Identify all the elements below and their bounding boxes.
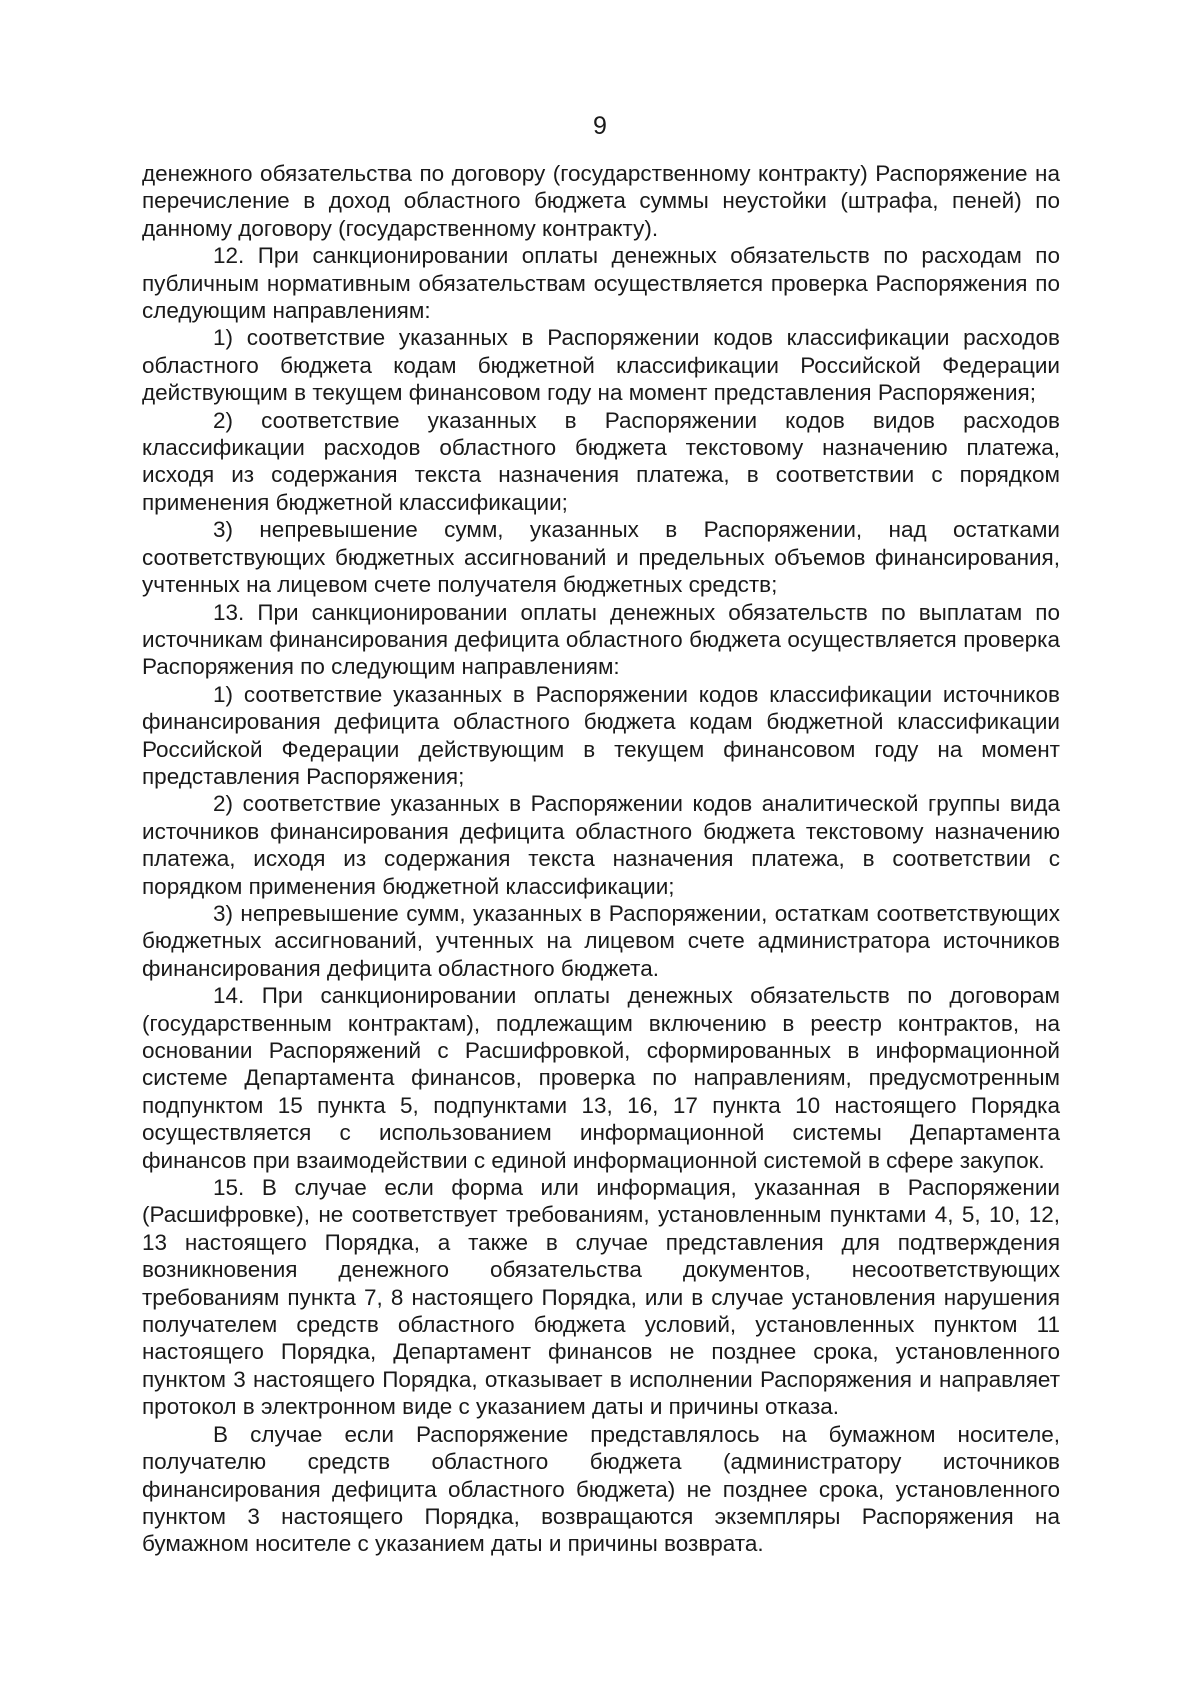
paragraph-15-continuation: В случае если Распоряжение представлялось на бумажном носителе, получателю средств областного бюджета (администратору источников финансирования дефицита областного бюджета) не позднее срока, установленного пунктом 3 настоящего Порядка, возвращаются экземпляры Распоряжения на бумажном носителе с указанием даты и причины возврата. bbox=[142, 1421, 1060, 1557]
paragraph-12-item-2: 2) соответствие указанных в Распоряжении кодов видов расходов классификации расходов областного бюджета текстовому назначению платежа, исходя из содержания текста назначения платежа, в соответствии с порядком применения бюджетной классификации; bbox=[142, 407, 1060, 515]
paragraph-12-item-3: 3) непревышение сумм, указанных в Распоряжении, над остатками соответствующих бюджетных ассигнований и предельных объемов финансирования, учтенных на лицевом счете получателя бюджетных средств; bbox=[142, 517, 1060, 598]
paragraph-15: 15. В случае если форма или информация, указанная в Распоряжении (Расшифровке), не соответствует требованиям, установленным пунктами 4, 5, 10, 12, 13 настоящего Порядка, а также в случае представления для подтверждения возникновения денежного обязательства документов, несоответствующих требованиям пункта 7, 8 настоящего Порядка, или в случае установления нарушения получателем средств областного бюджета условий, установленных пунктом 11 настоящего Порядка, Департамент финансов не позднее срока, установленного пунктом 3 настоящего Порядка, отказывает в исполнении Распоряжения и направляет протокол в электронном виде с указанием даты и причины отказа. bbox=[142, 1175, 1060, 1420]
document-body bbox=[142, 160, 1060, 1558]
paragraph-13-item-2: 2) соответствие указанных в Распоряжении кодов аналитической группы вида источников финансирования дефицита областного бюджета текстовому назначению платежа, исходя из содержания текста назначения платежа, в соответствии с порядком применения бюджетной классификации; bbox=[142, 791, 1060, 899]
paragraph-13-item-1: 1) соответствие указанных в Распоряжении кодов классификации источников финансирования дефицита областного бюджета кодам бюджетной классификации Российской Федерации действующим в текущем финансовом году на момент представления Распоряжения; bbox=[142, 681, 1060, 789]
paragraph-continuation: денежного обязательства по договору (государственному контракту) Распоряжение на перечисление в доход областного бюджета суммы неустойки (штрафа, пеней) по данному договору (государственному контракту). bbox=[142, 161, 1060, 241]
paragraph-12-item-1: 1) соответствие указанных в Распоряжении кодов классификации расходов областного бюджета кодам бюджетной классификации Российской Федерации действующим в текущем финансовом году на момент представления Распоряжения; bbox=[142, 325, 1060, 406]
page-number: 9 bbox=[593, 112, 607, 140]
paragraph-13: 13. При санкционировании оплаты денежных обязательств по выплатам по источникам финансирования дефицита областного бюджета осуществляется проверка Распоряжения по следующим направлениям: bbox=[142, 599, 1060, 680]
paragraph-12: 12. При санкционировании оплаты денежных обязательств по расходам по публичным нормативным обязательствам осуществляется проверка Распоряжения по следующим направлениям: bbox=[142, 243, 1060, 324]
paragraph-14: 14. При санкционировании оплаты денежных обязательств по договорам (государственным контрактам), подлежащим включению в реестр контрактов, на основании Распоряжений с Расшифровкой, сформированных в информационной системе Департамента финансов, проверка по направлениям, предусмотренным подпунктом 15 пункта 5, подпунктами 13, 16, 17 пункта 10 настоящего Порядка осуществляется с использованием информационной системы Департамента финансов при взаимодействии с единой информационной системой в сфере закупок. bbox=[142, 983, 1060, 1173]
paragraph-13-item-3: 3) непревышение сумм, указанных в Распоряжении, остаткам соответствующих бюджетных ассигнований, учтенных на лицевом счете администратора источников финансирования дефицита областного бюджета. bbox=[142, 900, 1060, 981]
